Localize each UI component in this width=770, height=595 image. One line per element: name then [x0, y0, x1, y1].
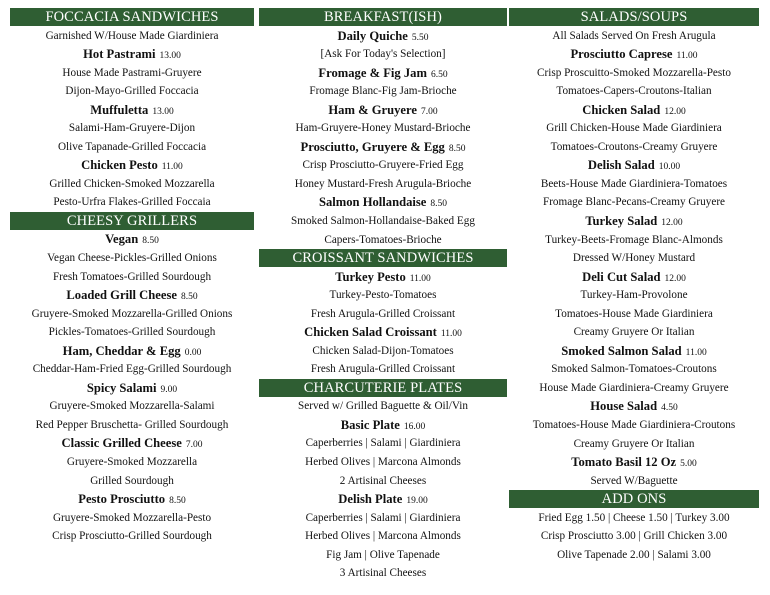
item-description: Vegan Cheese-Pickles-Grilled Onions [47, 252, 217, 265]
item-description: Dressed W/Honey Mustard [572, 252, 696, 265]
item-description: Gruyere-Smoked Mozzarella-Pesto [52, 511, 212, 524]
item-price: 5.00 [680, 459, 697, 470]
item-description: Beets-House Made Giardiniera-Tomatoes [540, 177, 728, 190]
menu-item-loaded-grill-cheese [10, 286, 254, 305]
item-name: Deli Cut Salad [582, 269, 661, 284]
item-name: Delish Plate [338, 492, 403, 507]
menu-item-delish-plate [259, 490, 507, 509]
item-name: Spicy Salami [86, 380, 157, 395]
item-description: Crisp Prosciutto-Grilled Sourdough [52, 530, 212, 543]
item-description: Crisp Prosciutto 3.00 | Grill Chicken 3.00 [540, 530, 728, 543]
item-name: Muffuletta [90, 102, 149, 117]
item-description: Pickles-Tomatoes-Grilled Sourdough [48, 326, 216, 339]
item-description: Gruyere-Smoked Mozzarella-Grilled Onions [31, 307, 233, 320]
item-price: 19.00 [406, 496, 428, 507]
item-description: House Made Giardiniera-Creamy Gruyere [539, 381, 729, 394]
menu-item-tomato-basil-12-oz [509, 453, 759, 472]
item-description: Crisp Proscuitto-Smoked Mozzarella-Pesto [537, 66, 731, 79]
item-description: Crisp Prosciutto-Gruyere-Fried Egg [302, 159, 464, 172]
menu-item-turkey-salad [509, 212, 759, 231]
item-price: 7.00 [420, 106, 438, 117]
menu-section-salads-soups [509, 8, 759, 490]
menu-item-smoked-salmon-salad [509, 342, 759, 361]
menu-item-classic-grilled-cheese [10, 434, 254, 453]
menu-item-muffuletta [10, 101, 254, 120]
section-header: ADD ONS [509, 490, 759, 508]
section-header: BREAKFAST(ISH) [259, 8, 507, 26]
item-description: Tomatoes-Croutons-Creamy Gruyere [550, 140, 718, 153]
menu-item-chicken-salad-croissant [259, 323, 507, 342]
item-price: 6.50 [430, 69, 448, 80]
item-description: Served w/ Grilled Baguette & Oil/Vin [298, 400, 468, 413]
item-description: 2 Artisinal Cheeses [339, 474, 427, 487]
item-description: Fromage Blanc-Fig Jam-Brioche [309, 85, 457, 98]
item-description: Capers-Tomatoes-Brioche [324, 233, 442, 246]
item-name: Chicken Salad [582, 102, 661, 117]
item-name: Pesto Prosciutto [78, 492, 166, 507]
menu-item-prosciutto-gruyere-egg [259, 138, 507, 157]
item-price: 8.50 [430, 199, 448, 210]
item-name: Ham & Gruyere [328, 102, 417, 117]
item-description: 3 Artisinal Cheeses [339, 567, 427, 580]
item-description: Tomatoes-House Made Giardiniera [555, 307, 713, 320]
item-description: Tomatoes-House Made Giardiniera-Croutons [532, 418, 736, 431]
item-description: Tomatoes-Capers-Croutons-Italian [556, 85, 712, 98]
item-description: Fresh Arugula-Grilled Croissant [310, 307, 456, 320]
item-name: House Salad [590, 399, 658, 414]
menu-section-foccacia-sandwiches [10, 8, 254, 212]
item-price: 5.50 [411, 32, 429, 43]
menu-item-basic-plate [259, 416, 507, 435]
menu-item-ham-gruyere [259, 101, 507, 120]
menu-section-charcuterie-plates [259, 379, 507, 583]
item-description: Honey Mustard-Fresh Arugula-Brioche [294, 177, 472, 190]
item-price: 13.00 [152, 106, 174, 117]
item-price: 10.00 [658, 162, 681, 173]
menu-item-pesto-prosciutto [10, 490, 254, 509]
item-description: Smoked Salmon-Hollandaise-Baked Egg [291, 214, 475, 227]
menu-item-daily-quiche [259, 27, 507, 46]
item-description: Turkey-Beets-Fromage Blanc-Almonds [545, 233, 723, 246]
menu-section-breakfast-ish [259, 8, 507, 249]
item-description: Grilled Sourdough [90, 474, 174, 487]
menu-column-center [259, 8, 507, 583]
item-description: All Salads Served On Fresh Arugula [552, 29, 716, 42]
item-description: Olive Tapenade 2.00 | Salami 3.00 [557, 548, 711, 561]
item-description: Creamy Gruyere Or Italian [573, 326, 695, 339]
item-description: Fresh Arugula-Grilled Croissant [310, 363, 456, 376]
menu-item-salmon-hollandaise [259, 193, 507, 212]
menu-item-chicken-salad [509, 101, 759, 120]
item-price: 4.50 [661, 403, 678, 414]
item-name: Turkey Salad [585, 213, 658, 228]
item-name: Ham, Cheddar & Egg [62, 343, 181, 358]
item-description: Grill Chicken-House Made Giardiniera [546, 122, 722, 135]
item-description: House Made Pastrami-Gruyere [62, 66, 202, 79]
item-price: 16.00 [403, 421, 426, 432]
item-description: Garnished W/House Made Giardiniera [45, 29, 219, 42]
menu-section-add-ons [509, 490, 759, 564]
menu-item-vegan [10, 230, 254, 249]
item-description: Creamy Gruyere Or Italian [573, 437, 695, 450]
item-description: Chicken Salad-Dijon-Tomatoes [312, 344, 454, 357]
section-header: CHARCUTERIE PLATES [259, 379, 507, 397]
item-description: Herbed Olives | Marcona Almonds [305, 455, 461, 468]
item-description: Fresh Tomatoes-Grilled Sourdough [52, 270, 212, 283]
item-name: Tomato Basil 12 Oz [571, 455, 677, 470]
menu-section-cheesy-grillers [10, 212, 254, 546]
item-price: 11.00 [440, 329, 462, 340]
item-description: Dijon-Mayo-Grilled Foccacia [65, 85, 199, 98]
item-description: [Ask For Today's Selection] [320, 48, 446, 61]
item-description: Caperberries | Salami | Giardiniera [305, 511, 461, 524]
item-description: Fig Jam | Olive Tapenade [326, 548, 440, 561]
item-name: Delish Salad [587, 158, 655, 173]
menu-item-house-salad [509, 397, 759, 416]
item-price: 8.50 [448, 143, 466, 154]
item-name: Vegan [105, 232, 139, 247]
menu-item-deli-cut-salad [509, 268, 759, 287]
item-description: Gruyere-Smoked Mozzarella-Salami [49, 400, 215, 413]
item-price: 8.50 [180, 292, 198, 303]
menu-column-left [10, 8, 254, 546]
item-price: 11.00 [161, 162, 183, 173]
menu-item-ham-cheddar-egg [10, 342, 254, 361]
item-price: 7.00 [185, 440, 203, 451]
item-price: 12.00 [664, 273, 686, 284]
item-description: Salami-Ham-Gruyere-Dijon [68, 122, 196, 135]
item-name: Classic Grilled Cheese [61, 436, 182, 451]
item-name: Basic Plate [340, 417, 400, 432]
item-description: Pesto-Urfra Flakes-Grilled Foccaia [53, 196, 211, 209]
item-name: Prosciutto Caprese [570, 47, 673, 62]
item-description: Caperberries | Salami | Giardiniera [305, 437, 461, 450]
section-header: CROISSANT SANDWICHES [259, 249, 507, 267]
item-description: Served W/Baguette [590, 474, 678, 487]
section-header: FOCCACIA SANDWICHES [10, 8, 254, 26]
item-price: 13.00 [159, 51, 181, 62]
item-description: Gruyere-Smoked Mozzarella [66, 456, 198, 469]
item-description: Grilled Chicken-Smoked Mozzarella [49, 177, 215, 190]
item-price: 11.00 [676, 51, 698, 62]
item-description: Ham-Gruyere-Honey Mustard-Brioche [295, 122, 471, 135]
item-price: 11.00 [409, 273, 431, 284]
section-header: CHEESY GRILLERS [10, 212, 254, 230]
menu-item-chicken-pesto [10, 156, 254, 175]
item-description: Herbed Olives | Marcona Almonds [305, 530, 461, 543]
item-name: Daily Quiche [337, 28, 408, 43]
item-name: Loaded Grill Cheese [66, 288, 177, 303]
item-name: Prosciutto, Gruyere & Egg [300, 139, 445, 154]
item-price: 12.00 [661, 217, 683, 228]
item-price: 8.50 [142, 236, 159, 247]
item-price: 0.00 [184, 347, 202, 358]
item-price: 11.00 [685, 347, 707, 358]
item-name: Smoked Salmon Salad [561, 343, 682, 358]
section-header: SALADS/SOUPS [509, 8, 759, 26]
item-description: Turkey-Ham-Provolone [580, 289, 688, 302]
item-name: Salmon Hollandaise [318, 195, 427, 210]
item-price: 8.50 [169, 496, 186, 507]
menu-item-delish-salad [509, 156, 759, 175]
item-description: Red Pepper Bruschetta- Grilled Sourdough [35, 418, 229, 431]
item-name: Chicken Pesto [81, 158, 158, 173]
item-description: Olive Tapanade-Grilled Foccacia [57, 140, 207, 153]
menu-item-prosciutto-caprese [509, 45, 759, 64]
menu-item-hot-pastrami [10, 45, 254, 64]
item-name: Hot Pastrami [83, 47, 156, 62]
menu-section-croissant-sandwiches [259, 249, 507, 379]
menu-item-fromage-fig-jam [259, 64, 507, 83]
item-description: Smoked Salmon-Tomatoes-Croutons [551, 363, 717, 376]
menu-item-turkey-pesto [259, 268, 507, 287]
item-description: Cheddar-Ham-Fried Egg-Grilled Sourdough [32, 363, 232, 376]
menu-item-spicy-salami [10, 379, 254, 398]
item-name: Chicken Salad Croissant [304, 325, 437, 340]
item-description: Fromage Blanc-Pecans-Creamy Gruyere [542, 196, 726, 209]
item-price: 12.00 [664, 106, 686, 117]
item-price: 9.00 [160, 384, 178, 395]
item-name: Turkey Pesto [335, 269, 406, 284]
item-name: Fromage & Fig Jam [318, 65, 427, 80]
menu-column-right [509, 8, 759, 564]
item-description: Turkey-Pesto-Tomatoes [329, 289, 437, 302]
item-description: Fried Egg 1.50 | Cheese 1.50 | Turkey 3.00 [538, 511, 730, 524]
